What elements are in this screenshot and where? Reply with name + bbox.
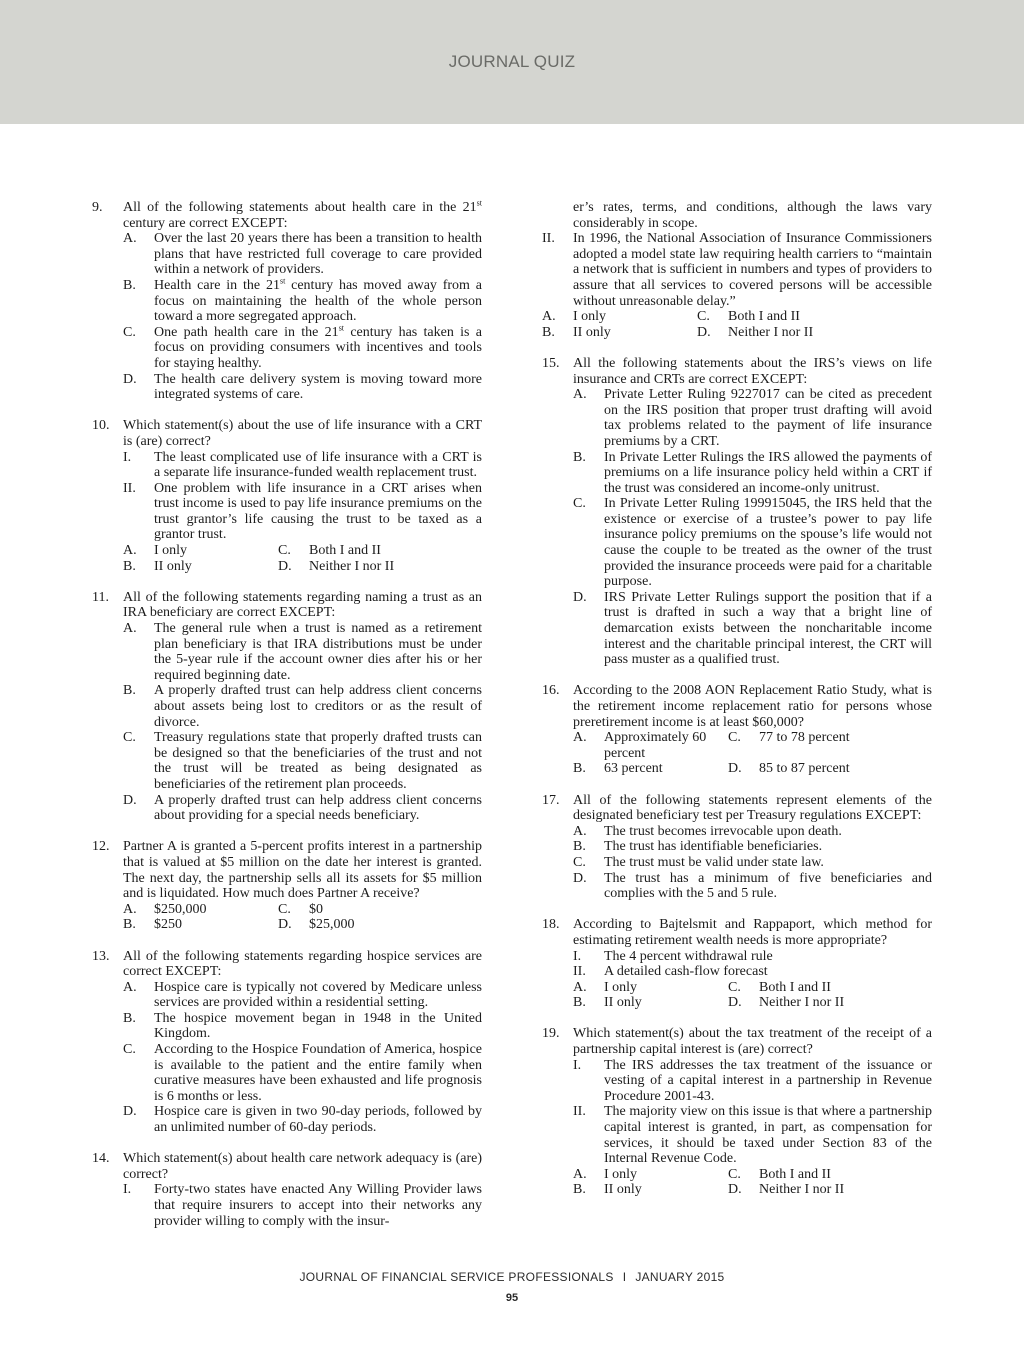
text-segment: Which statement(s) about health care network adequacy is (are) correct? — [123, 1151, 482, 1182]
choice-label: C. — [278, 543, 291, 559]
text-segment: Hospice care is given in two 90-day periods, followed by an unlimited number of 60-day periods. — [154, 1104, 482, 1136]
choice-label: B. — [123, 558, 136, 574]
option-label: A. — [573, 823, 587, 839]
option-text — [154, 278, 482, 324]
option-text — [154, 231, 482, 277]
option-label: I. — [573, 948, 582, 964]
text-segment: century has taken is a focus on providing consumers with incentives and tools for staying healthy. — [154, 324, 482, 371]
text-segment: All of the following statements about health care in the 21 — [123, 200, 477, 215]
answer-choice — [728, 1182, 932, 1198]
question-number: 18. — [542, 917, 560, 933]
text-segment: One problem with life insurance in a CRT arises when trust income is used to pay life insurance premiums on the trust grantor’s life causing the trust to be taxed as a grantor trust. — [154, 480, 482, 543]
question-item — [92, 839, 482, 933]
choice-label: A. — [123, 901, 137, 917]
choice-text: $0 — [309, 901, 323, 917]
choice-label: D. — [728, 995, 742, 1011]
text-segment: The majority view on this issue is that where a partnership capital interest is granted, in part, as compensation for services, it should be taxed under Section 83 of the Internal Revenue Code. — [604, 1104, 932, 1167]
question-item — [542, 917, 932, 1011]
text-segment: IRS Private Letter Rulings support the position that if a trust is drafted in such a way that a bright line of demarcation exists between the noncharitable income interest and the charitable principal interest, the CRT will pass muster as a qualified trust. — [604, 589, 932, 668]
answer-option — [123, 1182, 482, 1229]
answer-option — [123, 621, 482, 683]
footer — [0, 1270, 1024, 1284]
text-segment: According to the 2008 AON Replacement Ratio Study, what is the retirement income replacement ratio for persons whose preretirement income is at least $60,000? — [573, 683, 932, 730]
text-segment: According to the Hospice Foundation of America, hospice is available to the patient and the entire family when curative measures have been exhausted and life prognosis is 6 months or less. — [154, 1042, 482, 1104]
question-stem — [573, 917, 932, 948]
footer-journal-name: JOURNAL OF FINANCIAL SERVICE PROFESSIONALS — [299, 1270, 614, 1284]
option-text — [154, 372, 482, 403]
answer-option — [573, 450, 932, 497]
option-label: A. — [573, 387, 587, 403]
option-label: C. — [123, 1042, 136, 1058]
answer-choice — [573, 1182, 728, 1198]
choice-label: A. — [542, 309, 556, 325]
text-segment: The IRS addresses the tax treatment of the issuance or vesting of a capital interest in a partnership in Revenue Procedure 2001-43. — [604, 1057, 932, 1104]
text-segment: A detailed cash-flow forecast — [604, 964, 768, 980]
question-stem — [123, 1151, 482, 1182]
answer-choice — [123, 902, 278, 918]
option-text — [604, 871, 932, 902]
question-number: 12. — [92, 839, 110, 855]
answer-choices-grid — [542, 309, 932, 340]
answer-option — [123, 793, 482, 824]
answer-option — [573, 964, 932, 980]
option-label: C. — [123, 730, 136, 746]
choice-label: A. — [573, 979, 587, 995]
question-number: 17. — [542, 792, 560, 808]
answer-choices-grid — [573, 980, 932, 1011]
question-stem — [573, 1026, 932, 1057]
question-stem — [123, 418, 482, 449]
choice-label: C. — [697, 309, 710, 325]
question-number: 14. — [92, 1151, 110, 1167]
answer-option — [573, 1058, 932, 1105]
text-segment: The trust has identifiable beneficiaries. — [604, 839, 823, 855]
option-text — [604, 839, 822, 854]
answer-choices-grid — [573, 730, 932, 777]
answer-choice — [728, 730, 932, 761]
answer-choice — [573, 995, 728, 1011]
choice-label: A. — [573, 730, 587, 746]
option-label: D. — [123, 371, 137, 387]
answer-choice — [278, 902, 482, 918]
answer-option — [123, 450, 482, 481]
option-text — [154, 980, 482, 1011]
option-text — [154, 1182, 482, 1228]
choice-text: I only — [154, 543, 188, 559]
choice-label: D. — [697, 324, 711, 340]
choice-text: $250 — [154, 917, 182, 933]
choice-text: I only — [604, 979, 638, 995]
choice-text: Neither I nor II — [309, 558, 395, 574]
choice-text: 77 to 78 percent — [759, 730, 850, 746]
answer-choice — [728, 980, 932, 996]
option-text — [154, 325, 482, 371]
question-item — [92, 590, 482, 824]
superscript: st — [338, 323, 345, 333]
choice-text: I only — [604, 1166, 638, 1182]
text-segment: century has moved away from a focus on maintaining the health of the whole person toward a more segregated approach. — [154, 277, 482, 325]
left-column — [92, 200, 482, 1245]
question-stem — [573, 356, 932, 387]
answer-choices-grid — [573, 1167, 932, 1198]
option-text — [154, 621, 482, 683]
option-label: I. — [123, 1182, 132, 1198]
choice-text: II only — [604, 995, 642, 1011]
choice-text: Both I and II — [728, 309, 800, 325]
option-label: B. — [123, 1010, 136, 1026]
option-text — [604, 824, 842, 839]
answer-option — [123, 231, 482, 278]
answer-choice — [123, 543, 278, 559]
answer-choice — [542, 309, 697, 325]
text-segment: The least complicated use of life insurance with a CRT is a separate life insurance-funded wealth replacement trust. — [154, 449, 482, 481]
choice-text: Approximately 60 percent — [604, 730, 707, 761]
answer-choice — [573, 980, 728, 996]
text-segment: The trust becomes irrevocable upon death. — [604, 823, 842, 839]
choice-label: A. — [573, 1166, 587, 1182]
option-text — [604, 964, 768, 979]
choice-label: C. — [278, 901, 291, 917]
text-segment: All of the following statements represent elements of the designated beneficiary test per Treasury regulations EXCEPT: — [573, 792, 932, 824]
choice-text: $25,000 — [309, 917, 355, 933]
answer-option — [123, 481, 482, 543]
question-number: 13. — [92, 948, 110, 964]
option-text — [154, 730, 482, 792]
answer-choice — [728, 761, 932, 777]
choice-text: 63 percent — [604, 761, 663, 777]
option-label: D. — [573, 870, 587, 886]
choice-text: II only — [573, 324, 611, 340]
answer-option — [573, 871, 932, 902]
text-segment: century are correct EXCEPT: — [123, 215, 288, 231]
text-segment: The health care delivery system is moving toward more integrated systems of care. — [154, 371, 482, 403]
question-stem — [573, 683, 932, 730]
answer-choice — [123, 559, 278, 575]
answer-option — [573, 855, 932, 871]
question-number: 11. — [92, 589, 109, 605]
choice-text: I only — [573, 309, 607, 325]
option-text — [154, 1104, 482, 1135]
question-number: 15. — [542, 355, 560, 371]
question-item — [542, 356, 932, 668]
option-text — [154, 1042, 482, 1104]
text-segment: One path health care in the 21 — [154, 324, 339, 340]
answer-option — [123, 730, 482, 792]
question-stem — [123, 949, 482, 980]
answer-option — [573, 1104, 932, 1166]
answer-choice — [278, 543, 482, 559]
text-segment: Partner A is granted a 5-percent profits interest in a partnership that is valued at $5 million on the date her interest is granted. The next day, the partnership sells all its assets for $5 million and is liquidated. How much does Partner A receive? — [123, 839, 482, 902]
option-text — [573, 231, 932, 308]
question-stem — [123, 590, 482, 621]
option-label: II. — [573, 1104, 586, 1120]
choice-text: Neither I nor II — [728, 324, 814, 340]
choice-label: D. — [728, 1182, 742, 1198]
text-segment: In Private Letter Ruling 199915045, the IRS held that the existence or exercise of a trustee’s power to pay life insurance policy premiums on the spouse’s life would not cause the couple to be treated as the owner of the trust provided the insurance proceeds were paid for a charitable purpose. — [604, 496, 932, 590]
page-header-title: JOURNAL QUIZ — [448, 52, 576, 71]
choice-text: Both I and II — [759, 1166, 831, 1182]
answer-choice — [728, 995, 932, 1011]
option-label: D. — [123, 792, 137, 808]
text-segment: Hospice care is typically not covered by Medicare unless services are provided within a residential setting. — [154, 979, 482, 1011]
option-label: C. — [123, 324, 136, 340]
question-number: 19. — [542, 1026, 560, 1042]
question-stem — [573, 793, 932, 824]
text-segment: Treasury regulations state that properly drafted trusts can be designed so that the beneficiaries of the trust and not the trust will be treated as being designated as beneficiaries of the retirement plan proceeds. — [154, 730, 482, 792]
question-number: 10. — [92, 418, 110, 434]
option-text — [604, 1058, 932, 1104]
text-segment: The hospice movement began in 1948 in the United Kingdom. — [154, 1010, 482, 1042]
question-item — [92, 418, 482, 574]
question-stem — [123, 200, 482, 231]
question-item — [542, 793, 932, 902]
text-segment: The 4 percent withdrawal rule — [604, 948, 773, 964]
option-label: B. — [123, 683, 136, 699]
text-segment: In Private Letter Rulings the IRS allowed the payments of premiums on a life insurance policy held within a CRT if the trust was considered an income-only unitrust. — [604, 449, 932, 496]
footer-separator: I — [622, 1270, 627, 1284]
answer-choice — [123, 917, 278, 933]
option-label: D. — [123, 1104, 137, 1120]
text-segment: All the following statements about the IRS’s views on life insurance and CRTs are correct EXCEPT: — [573, 355, 932, 387]
choice-text: II only — [154, 558, 192, 574]
text-segment: A properly drafted trust can help address client concerns about assets being lost to creditors or as the result of divorce. — [154, 683, 482, 730]
answer-option — [542, 200, 932, 231]
choice-label: B. — [573, 761, 586, 777]
answer-option — [542, 231, 932, 309]
text-segment: Which statement(s) about the use of life insurance with a CRT is (are) correct? — [123, 418, 482, 449]
option-label: A. — [123, 979, 137, 995]
answer-choice — [573, 1167, 728, 1183]
answer-option — [573, 949, 932, 965]
option-text — [604, 450, 932, 496]
answer-option — [573, 496, 932, 590]
choice-label: D. — [728, 761, 742, 777]
option-label: II. — [123, 480, 136, 496]
option-text — [154, 1011, 482, 1042]
answer-choices-grid — [123, 902, 482, 933]
option-text — [604, 496, 932, 589]
footer-date: JANUARY 2015 — [635, 1270, 725, 1284]
choice-text: Both I and II — [309, 543, 381, 559]
answer-choice — [573, 730, 728, 761]
answer-option — [573, 387, 932, 449]
choice-label: B. — [123, 917, 136, 933]
choice-label: B. — [542, 324, 555, 340]
text-segment: Health care in the 21 — [154, 277, 280, 293]
page-number: 95 — [505, 1292, 519, 1304]
answer-option — [123, 1104, 482, 1135]
answer-choice — [278, 917, 482, 933]
answer-option — [573, 839, 932, 855]
superscript: st — [476, 198, 482, 208]
choice-label: C. — [728, 979, 741, 995]
answer-choice — [573, 761, 728, 777]
question-item — [92, 949, 482, 1136]
choice-label: D. — [278, 558, 292, 574]
option-label: II. — [542, 231, 555, 247]
option-text — [604, 387, 932, 449]
answer-choice — [697, 325, 932, 341]
option-label: B. — [573, 839, 586, 855]
choice-label: C. — [728, 1166, 741, 1182]
question-stem — [123, 839, 482, 901]
text-segment: Over the last 20 years there has been a transition to health plans that have restricted full coverage to care provided within a network of providers. — [154, 231, 482, 278]
answer-option — [573, 824, 932, 840]
answer-choice — [728, 1167, 932, 1183]
question-number: 9. — [92, 200, 103, 215]
answer-option — [123, 1042, 482, 1104]
option-text — [604, 855, 824, 870]
choice-label: D. — [278, 917, 292, 933]
text-segment: The trust must be valid under state law. — [604, 854, 824, 870]
choice-text: II only — [604, 1182, 642, 1198]
option-text — [154, 683, 482, 729]
option-label: A. — [123, 231, 137, 247]
text-segment: Private Letter Ruling 9227017 can be cited as precedent on the IRS position that proper trust drafting will avoid tax problems related to the payment of life insurance premiums by a CRT. — [604, 387, 932, 449]
text-segment: Which statement(s) about the tax treatment of the receipt of a partnership capital interest is (are) correct? — [573, 1026, 932, 1058]
option-text — [154, 481, 482, 543]
option-text — [604, 1104, 932, 1166]
option-label: I. — [573, 1057, 582, 1073]
text-segment: All of the following statements regarding naming a trust as an IRA beneficiary are correct EXCEPT: — [123, 589, 482, 621]
answer-option — [123, 372, 482, 403]
option-label: I. — [123, 449, 132, 465]
question-item — [92, 1151, 482, 1229]
option-label: II. — [573, 964, 586, 980]
choice-label: A. — [123, 543, 137, 559]
choice-text: Neither I nor II — [759, 995, 845, 1011]
option-label: B. — [123, 277, 136, 293]
question-item — [542, 200, 932, 340]
option-label: B. — [573, 449, 586, 465]
option-text — [154, 450, 482, 481]
option-text — [573, 200, 932, 231]
text-segment: The general rule when a trust is named as a retirement plan beneficiary is that IRA distributions must be under the 5-year rule if the account owner dies after his or her required beginning date. — [154, 621, 482, 683]
choice-text: Both I and II — [759, 979, 831, 995]
option-label: C. — [573, 496, 586, 512]
answer-option — [123, 278, 482, 325]
superscript: st — [279, 276, 286, 286]
text-segment: Forty-two states have enacted Any Willing Provider laws that require insurers to accept into their networks any provider willing to comply with the insur- — [154, 1182, 482, 1229]
option-text — [604, 590, 932, 667]
right-column — [542, 200, 932, 1214]
answer-option — [123, 325, 482, 372]
question-item — [92, 200, 482, 403]
answer-choice — [542, 325, 697, 341]
choice-label: B. — [573, 995, 586, 1011]
option-label: A. — [123, 621, 137, 637]
answer-choice — [278, 559, 482, 575]
text-segment: According to Bajtelsmit and Rappaport, which method for estimating retirement wealth needs is more appropriate? — [573, 917, 932, 948]
text-segment: er’s rates, terms, and conditions, although the laws vary considerably in scope. — [573, 200, 932, 231]
answer-option — [573, 590, 932, 668]
option-text — [604, 949, 773, 964]
question-item — [542, 1026, 932, 1198]
option-text — [154, 793, 482, 824]
question-item — [542, 683, 932, 777]
answer-option — [123, 683, 482, 730]
choice-label: C. — [728, 730, 741, 746]
text-segment: All of the following statements regarding hospice services are correct EXCEPT: — [123, 948, 482, 980]
text-segment: The trust has a minimum of five beneficiaries and complies with the 5 and 5 rule. — [604, 870, 932, 902]
text-segment: A properly drafted trust can help address client concerns about providing for a special needs beneficiary. — [154, 792, 482, 824]
option-label: D. — [573, 589, 587, 605]
answer-option — [123, 980, 482, 1011]
choice-text: Neither I nor II — [759, 1182, 845, 1198]
choice-text: 85 to 87 percent — [759, 761, 850, 777]
choice-label: B. — [573, 1182, 586, 1198]
question-number: 16. — [542, 683, 560, 699]
answer-choices-grid — [123, 543, 482, 574]
option-label: C. — [573, 854, 586, 870]
text-segment: In 1996, the National Association of Insurance Commissioners adopted a model state law requiring health carriers to “maintain a network that is sufficient in numbers and types of providers to assure that all services to covered persons will be accessible without unreasonable delay.” — [573, 231, 932, 309]
answer-choice — [697, 309, 932, 325]
choice-text: $250,000 — [154, 901, 207, 917]
answer-option — [123, 1011, 482, 1042]
